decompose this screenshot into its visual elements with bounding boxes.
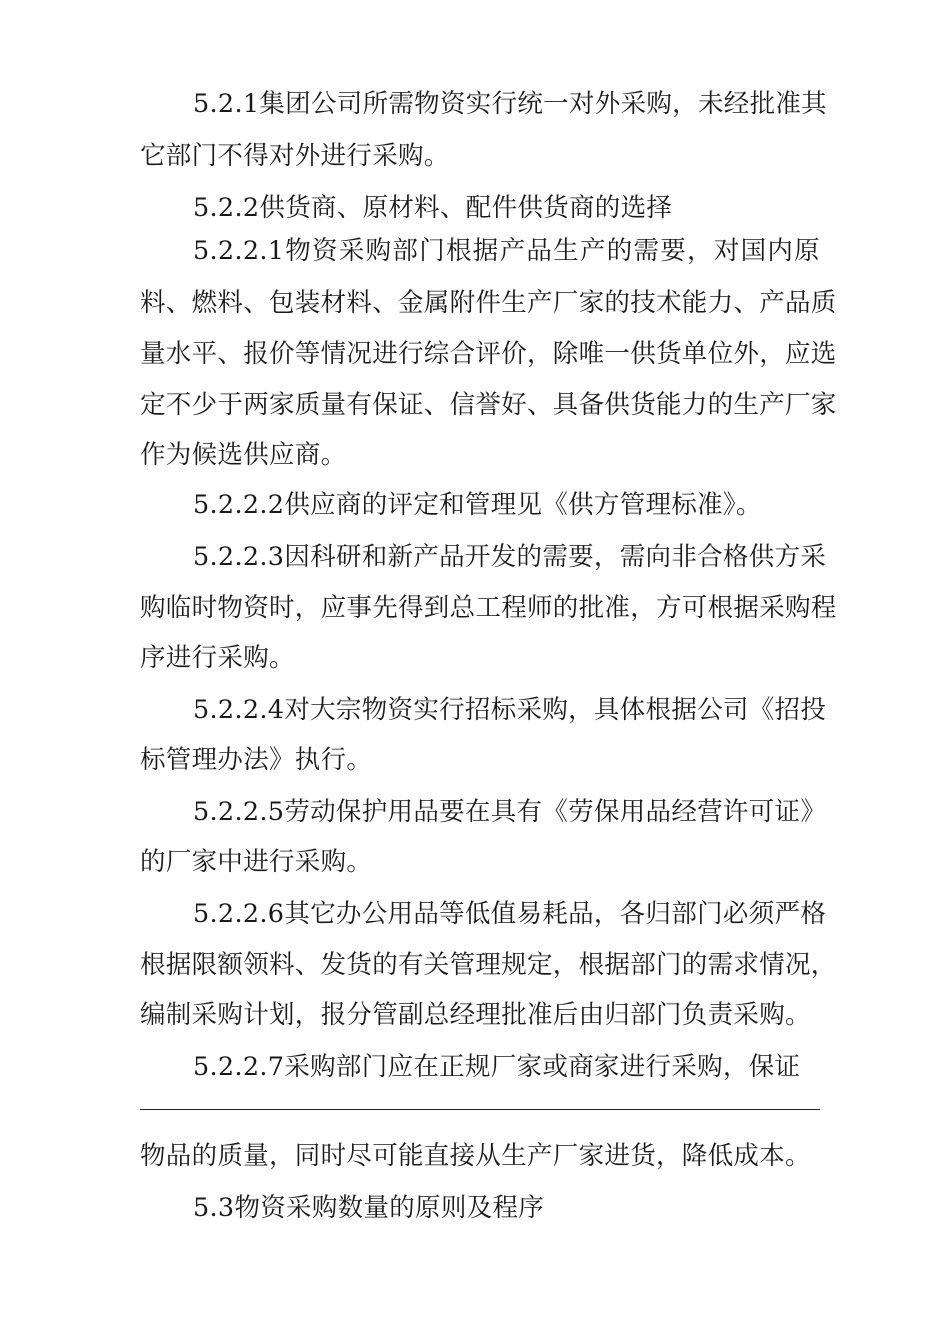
text-line: 编制采购计划，报分管副总经理批准后由归部门负责采购。: [140, 1000, 811, 1030]
text-line: 5.2.1集团公司所需物资实行统一对外采购，未经批准其: [193, 89, 827, 119]
text-line: 序进行采购。: [140, 643, 295, 673]
text-line: 5.2.2.2供应商的评定和管理见《供方管理标准》。: [193, 490, 762, 520]
text-line: 标管理办法》执行。: [140, 745, 373, 775]
footnote-divider: [140, 1109, 820, 1110]
text-line: 5.2.2.4对大宗物资实行招标采购，具体根据公司《招投: [193, 695, 827, 725]
text-line: 定不少于两家质量有保证、信誉好、具备供货能力的生产厂家: [140, 390, 837, 420]
text-line: 作为候选供应商。: [140, 440, 347, 470]
section-heading: 5.2.2供货商、原材料、配件供货商的选择: [193, 193, 673, 223]
text-line: 5.2.2.3因科研和新产品开发的需要，需向非合格供方采: [193, 542, 827, 572]
text-line: 料、燃料、包装材料、金属附件生产厂家的技术能力、产品质: [140, 288, 837, 318]
text-line: 的厂家中进行采购。: [140, 847, 373, 877]
text-line: 根据限额领料、发货的有关管理规定，根据部门的需求情况，: [140, 950, 837, 980]
section-heading: 5.3物资采购数量的原则及程序: [193, 1193, 545, 1223]
text-line: 5.2.2.7采购部门应在正规厂家或商家进行采购，保证: [193, 1052, 801, 1082]
text-line: 量水平、报价等情况进行综合评价，除唯一供货单位外，应选: [140, 339, 837, 369]
text-line: 5.2.2.1物资采购部门根据产品生产的需要，对国内原: [193, 236, 820, 266]
text-line: 5.2.2.6其它办公用品等低值易耗品，各归部门必须严格: [193, 899, 827, 929]
text-line: 物品的质量，同时尽可能直接从生产厂家进货，降低成本。: [140, 1141, 811, 1171]
text-line: 它部门不得对外进行采购。: [140, 141, 450, 171]
text-line: 购临时物资时，应事先得到总工程师的批准，方可根据采购程: [140, 593, 837, 623]
text-line: 5.2.2.5劳动保护用品要在具有《劳保用品经营许可证》: [193, 797, 827, 827]
